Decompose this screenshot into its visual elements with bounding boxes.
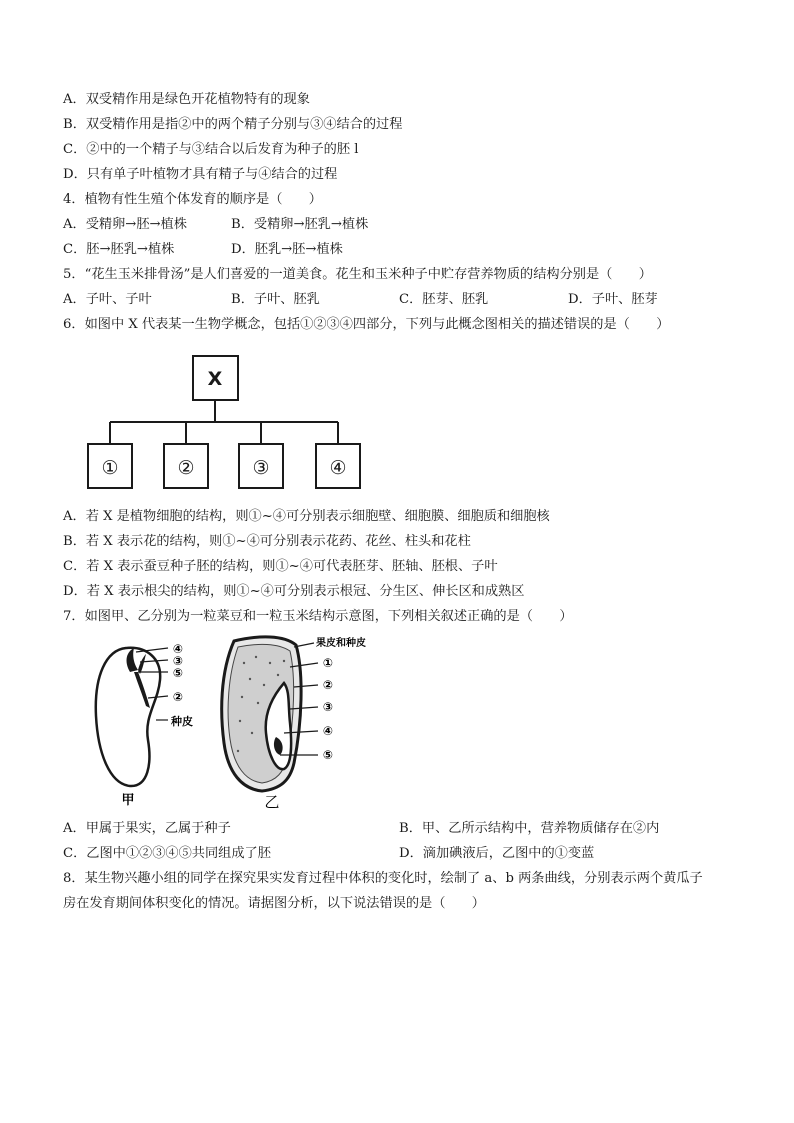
q8-stem-line-1: 8．某生物兴趣小组的同学在探究果实发育过程中体积的变化时，绘制了 a、b 两条曲线，分别表示两个黄瓜子 — [63, 871, 703, 886]
bean-label-2: ② — [172, 690, 184, 704]
q7-stem: 7．如图甲、乙分别为一粒菜豆和一粒玉米结构示意图，下列相关叙述正确的是（ ） — [63, 609, 573, 624]
corn-label-1: ① — [322, 656, 334, 670]
q6-option-a: A．若 X 是植物细胞的结构，则①~④可分别表示细胞壁、细胞膜、细胞质和细胞核 — [63, 509, 550, 524]
q4-option-c: C．胚→胚乳→植株 — [63, 242, 175, 257]
bean-label-5: ⑤ — [172, 666, 184, 680]
q7-option-a: A．甲属于果实，乙属于种子 — [63, 821, 231, 836]
bean-seed-diagram — [88, 636, 208, 808]
q6-stem: 6．如图中 X 代表某一生物学概念，包括①②③④四部分，下列与此概念图相关的描述错误的是（ ） — [63, 317, 670, 332]
q4-option-b: B．受精卵→胚乳→植株 — [231, 217, 369, 232]
corn-label-5: ⑤ — [322, 748, 334, 762]
q3-option-b: B．双受精作用是指②中的两个精子分别与③④结合的过程 — [63, 117, 403, 132]
q3-option-a: A．双受精作用是绿色开花植物特有的现象 — [63, 92, 310, 107]
q5-option-d: D．子叶、胚芽 — [568, 292, 658, 307]
corn-caption: 乙 — [264, 793, 280, 811]
q3-option-d: D．只有单子叶植物才具有精子与④结合的过程 — [63, 167, 338, 182]
q7-option-c: C．乙图中①②③④⑤共同组成了胚 — [63, 846, 271, 861]
bean-caption: 甲 — [121, 793, 135, 808]
q4-option-d: D．胚乳→胚→植株 — [231, 242, 343, 257]
q4-option-a: A．受精卵→胚→植株 — [63, 217, 187, 232]
bean-label-4: ④ — [172, 642, 184, 656]
q6-option-b: B．若 X 表示花的结构，则①~④可分别表示花药、花丝、柱头和花柱 — [63, 534, 471, 549]
corn-label-3: ③ — [322, 700, 334, 714]
concept-child-4: ④ — [329, 457, 347, 479]
bean-coat-label: 种皮 — [171, 715, 193, 728]
corn-label-4: ④ — [322, 724, 334, 738]
q6-option-d: D．若 X 表示根尖的结构，则①~④可分别表示根冠、分生区、伸长区和成熟区 — [63, 584, 525, 599]
concept-child-3: ③ — [252, 457, 270, 479]
q7-option-d: D．滴加碘液后，乙图中的①变蓝 — [399, 846, 595, 861]
bean-label-3: ③ — [172, 654, 184, 668]
corn-label-2: ② — [322, 678, 334, 692]
q3-option-c: C．②中的一个精子与③结合以后发育为种子的胚 l — [63, 142, 359, 157]
corn-top-label: 果皮和种皮 — [316, 638, 366, 649]
q7-option-b: B．甲、乙所示结构中，营养物质储存在②内 — [399, 821, 660, 836]
q5-option-a: A．子叶、子叶 — [63, 292, 152, 307]
concept-diagram — [80, 352, 380, 497]
q4-stem: 4．植物有性生殖个体发育的顺序是（ ） — [63, 192, 322, 207]
concept-root-label: X — [207, 368, 223, 390]
q5-option-c: C．胚芽、胚乳 — [399, 292, 489, 307]
q5-stem: 5．“花生玉米排骨汤”是人们喜爱的一道美食。花生和玉米种子中贮存营养物质的结构分别是（ ） — [63, 267, 652, 282]
corn-seed-diagram — [214, 633, 414, 813]
concept-child-1: ① — [101, 457, 119, 479]
q5-option-b: B．子叶、胚乳 — [231, 292, 320, 307]
concept-child-2: ② — [177, 457, 195, 479]
q8-stem-line-2: 房在发育期间体积变化的情况。请据图分析，以下说法错误的是（ ） — [63, 896, 485, 911]
q6-option-c: C．若 X 表示蚕豆种子胚的结构，则①~④可代表胚芽、胚轴、胚根、子叶 — [63, 559, 498, 574]
